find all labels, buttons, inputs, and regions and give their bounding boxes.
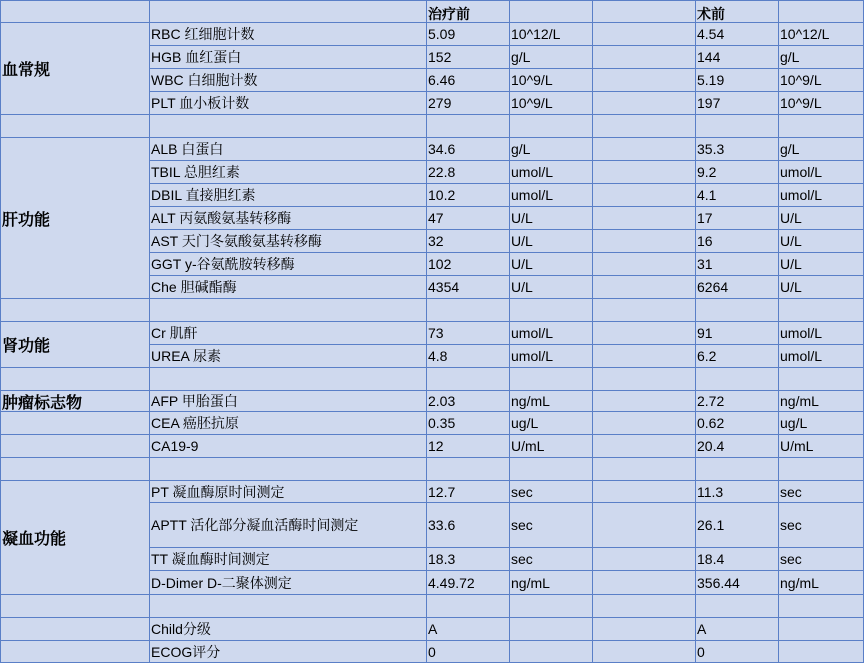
row-unit-pre-surgery: U/mL xyxy=(779,435,864,458)
header-blank-category xyxy=(0,0,150,23)
row-value-before-treatment xyxy=(427,458,510,481)
row-value-before-treatment: A xyxy=(427,618,510,641)
row-value-before-treatment: 33.6 xyxy=(427,503,510,548)
row-unit-before-treatment: g/L xyxy=(510,138,593,161)
row-spacer xyxy=(593,46,696,69)
row-unit-before-treatment: umol/L xyxy=(510,184,593,207)
row-unit-pre-surgery: U/L xyxy=(779,207,864,230)
row-item-name xyxy=(150,115,427,138)
row-spacer xyxy=(593,253,696,276)
row-value-pre-surgery: 6264 xyxy=(696,276,779,299)
row-value-pre-surgery: 356.44 xyxy=(696,571,779,595)
row-unit-pre-surgery: ug/L xyxy=(779,412,864,435)
row-unit-pre-surgery xyxy=(779,299,864,322)
row-unit-pre-surgery: sec xyxy=(779,481,864,503)
row-unit-pre-surgery: U/L xyxy=(779,276,864,299)
row-spacer xyxy=(593,115,696,138)
row-unit-pre-surgery: sec xyxy=(779,548,864,571)
row-spacer xyxy=(593,207,696,230)
row-value-before-treatment: 4354 xyxy=(427,276,510,299)
row-value-before-treatment: 0 xyxy=(427,641,510,663)
row-item-name: ALB 白蛋白 xyxy=(150,138,427,161)
row-unit-pre-surgery xyxy=(779,618,864,641)
row-unit-before-treatment: ug/L xyxy=(510,412,593,435)
row-value-pre-surgery: 9.2 xyxy=(696,161,779,184)
row-value-pre-surgery: 2.72 xyxy=(696,391,779,412)
row-value-pre-surgery: 4.1 xyxy=(696,184,779,207)
header-spacer xyxy=(593,0,696,23)
row-unit-pre-surgery: ng/mL xyxy=(779,571,864,595)
row-unit-before-treatment xyxy=(510,595,593,618)
row-value-pre-surgery: 18.4 xyxy=(696,548,779,571)
row-value-pre-surgery xyxy=(696,115,779,138)
row-spacer xyxy=(593,368,696,391)
row-item-name: Che 胆碱酯酶 xyxy=(150,276,427,299)
row-item-name: CEA 癌胚抗原 xyxy=(150,412,427,435)
row-unit-pre-surgery: 10^12/L xyxy=(779,23,864,46)
row-item-name: TBIL 总胆红素 xyxy=(150,161,427,184)
row-value-before-treatment: 4.49.72 xyxy=(427,571,510,595)
row-value-pre-surgery: 16 xyxy=(696,230,779,253)
row-unit-pre-surgery xyxy=(779,458,864,481)
row-spacer xyxy=(593,322,696,345)
row-item-name: TT 凝血酶时间测定 xyxy=(150,548,427,571)
row-spacer xyxy=(593,641,696,663)
row-item-name: PT 凝血酶原时间测定 xyxy=(150,481,427,503)
category-coagulation: 凝血功能 xyxy=(0,481,150,595)
row-unit-before-treatment xyxy=(510,641,593,663)
category-blank xyxy=(0,435,150,458)
row-spacer xyxy=(593,435,696,458)
row-value-before-treatment xyxy=(427,368,510,391)
row-item-name: AST 天门冬氨酸氨基转移酶 xyxy=(150,230,427,253)
category-liver-function: 肝功能 xyxy=(0,138,150,299)
category-blank xyxy=(0,641,150,663)
row-spacer xyxy=(593,184,696,207)
row-unit-before-treatment: 10^9/L xyxy=(510,92,593,115)
row-spacer xyxy=(593,69,696,92)
row-unit-before-treatment: umol/L xyxy=(510,161,593,184)
row-unit-before-treatment xyxy=(510,458,593,481)
row-value-pre-surgery: 4.54 xyxy=(696,23,779,46)
row-value-before-treatment: 152 xyxy=(427,46,510,69)
row-item-name xyxy=(150,595,427,618)
row-value-before-treatment: 5.09 xyxy=(427,23,510,46)
row-value-pre-surgery: 20.4 xyxy=(696,435,779,458)
row-unit-pre-surgery: umol/L xyxy=(779,345,864,368)
row-unit-before-treatment: 10^12/L xyxy=(510,23,593,46)
row-value-before-treatment xyxy=(427,115,510,138)
row-spacer xyxy=(593,481,696,503)
row-value-before-treatment xyxy=(427,595,510,618)
row-item-name xyxy=(150,458,427,481)
row-value-before-treatment: 102 xyxy=(427,253,510,276)
row-value-before-treatment: 10.2 xyxy=(427,184,510,207)
category-blank xyxy=(0,595,150,618)
row-spacer xyxy=(593,299,696,322)
row-item-name: UREA 尿素 xyxy=(150,345,427,368)
category-blank xyxy=(0,458,150,481)
row-spacer xyxy=(593,23,696,46)
category-blank xyxy=(0,412,150,435)
row-unit-before-treatment: U/mL xyxy=(510,435,593,458)
row-spacer xyxy=(593,618,696,641)
row-spacer xyxy=(593,391,696,412)
row-spacer xyxy=(593,412,696,435)
row-spacer xyxy=(593,595,696,618)
row-unit-before-treatment: U/L xyxy=(510,276,593,299)
row-item-name: WBC 白细胞计数 xyxy=(150,69,427,92)
row-item-name: CA19-9 xyxy=(150,435,427,458)
row-value-pre-surgery: A xyxy=(696,618,779,641)
row-value-before-treatment: 279 xyxy=(427,92,510,115)
row-spacer xyxy=(593,230,696,253)
row-value-before-treatment: 32 xyxy=(427,230,510,253)
row-unit-before-treatment: sec xyxy=(510,481,593,503)
row-unit-before-treatment: umol/L xyxy=(510,345,593,368)
row-unit-before-treatment: U/L xyxy=(510,253,593,276)
row-spacer xyxy=(593,548,696,571)
row-item-name: AFP 甲胎蛋白 xyxy=(150,391,427,412)
row-item-name: PLT 血小板计数 xyxy=(150,92,427,115)
row-unit-pre-surgery xyxy=(779,641,864,663)
category-blood-routine: 血常规 xyxy=(0,23,150,115)
row-value-before-treatment: 2.03 xyxy=(427,391,510,412)
row-unit-pre-surgery: umol/L xyxy=(779,184,864,207)
row-spacer xyxy=(593,345,696,368)
header-blank-item xyxy=(150,0,427,23)
row-unit-pre-surgery: 10^9/L xyxy=(779,69,864,92)
header-pre-surgery: 术前 xyxy=(696,0,779,23)
row-unit-pre-surgery xyxy=(779,595,864,618)
row-value-before-treatment: 22.8 xyxy=(427,161,510,184)
row-value-before-treatment: 12.7 xyxy=(427,481,510,503)
row-spacer xyxy=(593,276,696,299)
row-spacer xyxy=(593,161,696,184)
row-value-pre-surgery: 35.3 xyxy=(696,138,779,161)
row-item-name: D-Dimer D-二聚体测定 xyxy=(150,571,427,595)
row-item-name: Cr 肌酐 xyxy=(150,322,427,345)
row-value-pre-surgery: 11.3 xyxy=(696,481,779,503)
row-unit-before-treatment: sec xyxy=(510,503,593,548)
row-value-pre-surgery: 6.2 xyxy=(696,345,779,368)
row-unit-pre-surgery: umol/L xyxy=(779,322,864,345)
row-value-pre-surgery xyxy=(696,299,779,322)
row-value-before-treatment xyxy=(427,299,510,322)
row-item-name: HGB 血红蛋白 xyxy=(150,46,427,69)
row-item-name xyxy=(150,368,427,391)
category-kidney-function: 肾功能 xyxy=(0,322,150,368)
header-blank-unit1 xyxy=(510,0,593,23)
row-item-name: RBC 红细胞计数 xyxy=(150,23,427,46)
category-blank xyxy=(0,115,150,138)
row-item-name: GGT y-谷氨酰胺转移酶 xyxy=(150,253,427,276)
row-unit-pre-surgery: umol/L xyxy=(779,161,864,184)
category-blank xyxy=(0,368,150,391)
row-unit-before-treatment: ng/mL xyxy=(510,571,593,595)
row-unit-before-treatment: 10^9/L xyxy=(510,69,593,92)
row-value-before-treatment: 34.6 xyxy=(427,138,510,161)
row-spacer xyxy=(593,92,696,115)
row-unit-before-treatment: ng/mL xyxy=(510,391,593,412)
row-unit-pre-surgery xyxy=(779,115,864,138)
row-unit-before-treatment xyxy=(510,115,593,138)
row-unit-before-treatment xyxy=(510,618,593,641)
row-value-before-treatment: 12 xyxy=(427,435,510,458)
row-unit-pre-surgery: 10^9/L xyxy=(779,92,864,115)
row-spacer xyxy=(593,458,696,481)
row-value-pre-surgery: 144 xyxy=(696,46,779,69)
category-blank xyxy=(0,618,150,641)
row-value-before-treatment: 73 xyxy=(427,322,510,345)
row-value-pre-surgery xyxy=(696,368,779,391)
row-value-before-treatment: 18.3 xyxy=(427,548,510,571)
category-tumor-markers: 肿瘤标志物 xyxy=(0,391,150,412)
row-unit-before-treatment: umol/L xyxy=(510,322,593,345)
row-unit-pre-surgery: sec xyxy=(779,503,864,548)
row-item-name: APTT 活化部分凝血活酶时间测定 xyxy=(150,503,427,548)
row-unit-before-treatment: U/L xyxy=(510,230,593,253)
row-value-pre-surgery: 197 xyxy=(696,92,779,115)
header-before-treatment: 治疗前 xyxy=(427,0,510,23)
row-item-name: ECOG评分 xyxy=(150,641,427,663)
row-unit-pre-surgery: g/L xyxy=(779,46,864,69)
header-blank-unit2 xyxy=(779,0,864,23)
row-unit-before-treatment: g/L xyxy=(510,46,593,69)
row-value-before-treatment: 4.8 xyxy=(427,345,510,368)
row-item-name: Child分级 xyxy=(150,618,427,641)
row-value-pre-surgery: 26.1 xyxy=(696,503,779,548)
row-item-name: DBIL 直接胆红素 xyxy=(150,184,427,207)
row-value-pre-surgery: 0.62 xyxy=(696,412,779,435)
row-value-before-treatment: 47 xyxy=(427,207,510,230)
row-item-name: ALT 丙氨酸氨基转移酶 xyxy=(150,207,427,230)
row-value-pre-surgery xyxy=(696,595,779,618)
row-value-pre-surgery: 5.19 xyxy=(696,69,779,92)
row-unit-pre-surgery: U/L xyxy=(779,230,864,253)
category-blank xyxy=(0,299,150,322)
row-value-pre-surgery: 91 xyxy=(696,322,779,345)
row-unit-before-treatment xyxy=(510,368,593,391)
row-value-before-treatment: 6.46 xyxy=(427,69,510,92)
row-value-pre-surgery xyxy=(696,458,779,481)
row-unit-before-treatment: sec xyxy=(510,548,593,571)
row-spacer xyxy=(593,503,696,548)
row-value-pre-surgery: 17 xyxy=(696,207,779,230)
row-unit-before-treatment: U/L xyxy=(510,207,593,230)
row-unit-pre-surgery: g/L xyxy=(779,138,864,161)
row-unit-before-treatment xyxy=(510,299,593,322)
row-unit-pre-surgery: U/L xyxy=(779,253,864,276)
row-unit-pre-surgery: ng/mL xyxy=(779,391,864,412)
row-spacer xyxy=(593,138,696,161)
row-value-before-treatment: 0.35 xyxy=(427,412,510,435)
row-value-pre-surgery: 0 xyxy=(696,641,779,663)
row-spacer xyxy=(593,571,696,595)
row-unit-pre-surgery xyxy=(779,368,864,391)
row-item-name xyxy=(150,299,427,322)
row-value-pre-surgery: 31 xyxy=(696,253,779,276)
